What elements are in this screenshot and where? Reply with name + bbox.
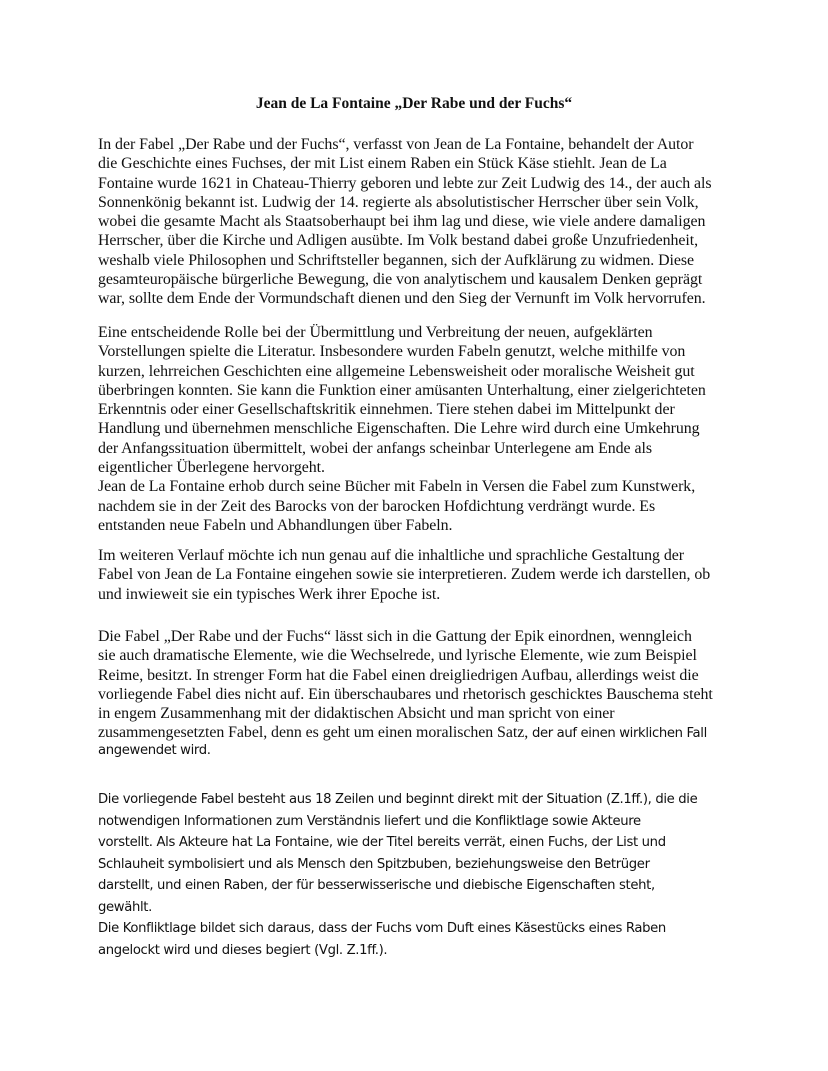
text-line: wobei die gesamte Macht als Staatsoberhaupt bei ihm lag und diese, wie viele andere damaligen [98, 213, 706, 231]
text-line: eigentlicher Überlegene hervorgeht. [98, 459, 325, 477]
text-segment-sans: der auf einen wirklichen Fall [528, 726, 707, 742]
text-line: Handlung und übernehmen menschliche Eigenschaften. Die Lehre wird durch eine Umkehrung [98, 420, 700, 438]
text-line: Vorstellungen spielte die Literatur. Insbesondere wurden Fabeln genutzt, welche mithilfe von [98, 343, 686, 361]
paragraph-genre [98, 627, 738, 744]
text-line: notwendigen Informationen zum Verständnis liefert und die Konfliktlage sowie Akteure [98, 813, 641, 829]
text-line: angelockt wird und dieses begiert (Vgl. Z.1ff.). [98, 942, 388, 958]
text-line: sie auch dramatische Elemente, wie die Wechselrede, und lyrische Elemente, wie zum Beispiel [98, 647, 697, 665]
text-line: gewählt. [98, 899, 152, 915]
text-line: Die Fabel „Der Rabe und der Fuchs“ lässt sich in die Gattung der Epik einordnen, wenngleich [98, 628, 692, 645]
text-line: Fontaine wurde 1621 in Chateau-Thierry geboren und lebte zur Zeit Ludwig des 14., der auch als [98, 174, 712, 192]
text-line: die Geschichte eines Fuchses, der mit List einem Raben ein Stück Käse stiehlt. Jean de La [98, 155, 667, 173]
text-line: Im weiteren Verlauf möchte ich nun genau auf die inhaltliche und sprachliche Gestaltung der [98, 547, 684, 564]
text-line: Erkenntnis oder einer Gesellschaftskritik einnehmen. Tiere stehen dabei im Mittelpunkt der [98, 401, 675, 419]
text-line: in engem Zusammenhang mit der didaktischen Absicht und man spricht von einer [98, 705, 615, 723]
text-line: gesamteuropäische bürgerliche Bewegung, die von analytischem und kausalem Denken geprägt [98, 271, 703, 289]
text-line: Fabel von Jean de La Fontaine eingehen sowie sie interpretieren. Zudem werde ich darstellen, ob [98, 566, 711, 584]
text-line: Die vorliegende Fabel besteht aus 18 Zeilen und beginnt direkt mit der Situation (Z.1ff.), die die [98, 792, 698, 807]
paragraph-outline [98, 546, 738, 604]
text-line: vorliegende Fabel dies nicht auf. Ein überschaubares und rhetorisch geschicktes Bauschema steht [98, 685, 713, 703]
text-line: vorstellt. Als Akteure hat La Fontaine, wie der Titel bereits verrät, einen Fuchs, der List und [98, 835, 666, 850]
text-line: und inwieweit sie ein typisches Werk ihrer Epoche ist. [98, 585, 441, 603]
text-line: kurzen, lehrreichen Geschichten eine allgemeine Lebensweisheit oder moralische Weisheit gut [98, 362, 695, 380]
text-line: Reime, besitzt. In strenger Form hat die Fabel einen dreigliedrigen Aufbau, allerdings weist die [98, 666, 699, 684]
text-line: Die Konfliktlage bildet sich daraus, dass der Fuchs vom Duft eines Käsestücks eines Raben [98, 921, 666, 936]
text-line: überbringen konnten. Sie kann die Funktion einer amüsanten Unterhaltung, einer zielgerichteten [98, 381, 706, 399]
text-line: Jean de La Fontaine erhob durch seine Bücher mit Fabeln in Versen die Fabel zum Kunstwerk, [98, 478, 696, 496]
text-line: Schlauheit symbolisiert und als Mensch den Spitzbuben, beziehungsweise den Betrüger [98, 856, 650, 872]
text-line: der Anfangssituation übermittelt, wobei der anfangs scheinbar Unterlegene am Ende als [98, 439, 652, 457]
text-line: entstanden neue Fabeln und Abhandlungen über Fabeln. [98, 516, 453, 534]
text-segment: zusammengesetzten Fabel, denn es geht um einen moralischen Satz, [98, 724, 529, 742]
text-line: In der Fabel „Der Rabe und der Fuchs“, verfasst von Jean de La Fontaine, behandelt der Autor [98, 136, 694, 153]
paragraph-literature [98, 323, 738, 535]
paragraph-introduction [98, 135, 738, 309]
paragraph-analysis [98, 789, 738, 961]
text-line: war, sollte dem Ende der Vormundschaft dienen und den Sieg der Vernunft im Volk hervorrufen. [98, 290, 706, 308]
text-line: Herrscher, über die Kirche und Adligen ausübte. Im Volk bestand dabei große Unzufriedenheit, [98, 232, 699, 250]
text-line: angewendet wird. [98, 743, 211, 758]
text-line: darstellt, und einen Raben, der für besserwisserische und diebische Eigenschaften steht, [98, 878, 655, 893]
paragraph-genre-continued [98, 740, 738, 762]
document-title: Jean de La Fontaine „Der Rabe und der Fuchs“ [255, 95, 573, 112]
text-line: Sonnenkönig bekannt ist. Ludwig der 14. regierte als absolutistischer Herrscher über sein Volk, [98, 193, 699, 211]
text-line: nachdem sie in der Zeit des Barocks von der barocken Hofdichtung verdrängt wurde. Es [98, 497, 656, 515]
text-line: Eine entscheidende Rolle bei der Übermittlung und Verbreitung der neuen, aufgeklärten [98, 324, 653, 341]
text-line: weshalb viele Philosophen und Schriftsteller begannen, sich der Aufklärung zu widmen. Diese [98, 251, 695, 269]
